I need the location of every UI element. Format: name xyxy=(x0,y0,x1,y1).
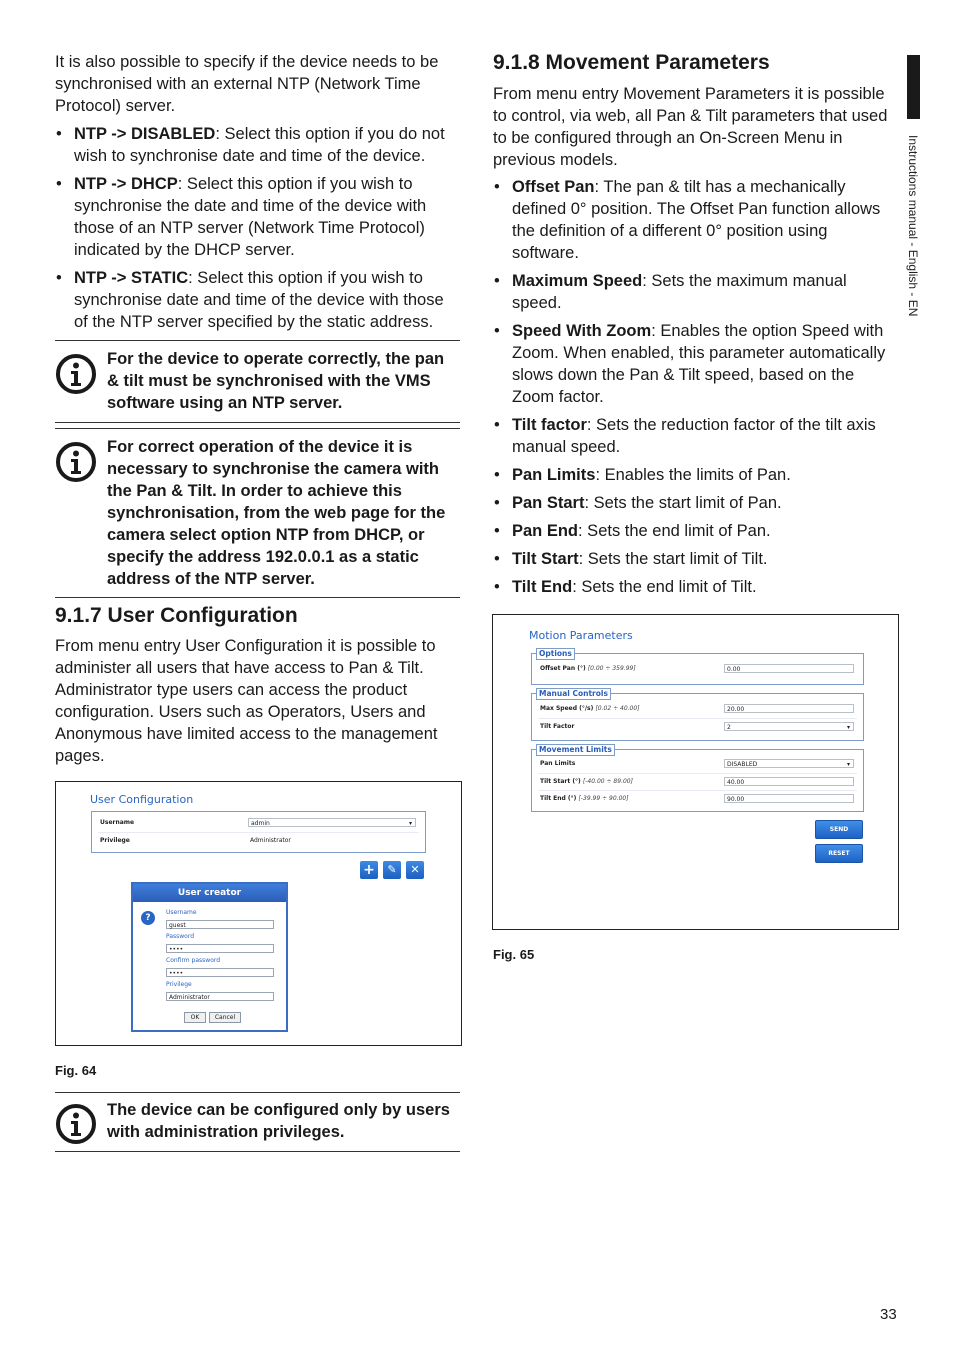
dialog-username-input[interactable]: guest xyxy=(166,920,274,929)
list-item: • NTP -> STATIC: Select this option if you wish to synchronise date and time of the device with those of the NTP server specified by the static address. xyxy=(55,267,460,333)
username-row xyxy=(98,815,419,831)
note-text: For correct operation of the device it is necessary to synchronise the camera with the Pan & Tilt. In order to achieve this synchronisation, from the web page for the camera select option NTP from DHCP, or specify the address 192.0.0.1 as a static address of the NTP server. xyxy=(107,438,446,588)
movement-limits-fieldset xyxy=(531,745,864,812)
ntp-intro: It is also possible to specify if the device needs to be synchronised with an external NTP (Network Time Protocol) server. xyxy=(55,53,439,115)
dialog-privilege-select[interactable]: Administrator xyxy=(166,992,274,1001)
options-fieldset xyxy=(531,649,864,685)
dialog-confirm-input[interactable]: •••• xyxy=(166,968,274,977)
add-user-button[interactable]: + xyxy=(360,861,378,879)
tilt-start-label: Tilt Start (°) [-40.00 ÷ 89.00] xyxy=(540,778,633,785)
list-item: • Speed With Zoom: Enables the option Speed with Zoom. When enabled, this parameter automatically slows down the Pan & Tilt speed, based on the Zoom factor. xyxy=(493,320,898,408)
tilt-factor-row xyxy=(538,718,857,735)
dialog-password-label: Password xyxy=(166,933,195,940)
max-speed-row xyxy=(538,701,857,717)
tilt-factor-select[interactable]: 2 ▾ xyxy=(724,722,854,731)
info-icon xyxy=(55,353,97,395)
tilt-start-input[interactable]: 40.00 xyxy=(724,777,854,786)
movement-paragraph: From menu entry Movement Parameters it is possible to control, via web, all Pan & Tilt parameters that used to be configured through an On-Screen Menu in previous models. xyxy=(493,85,888,169)
tilt-start-row xyxy=(538,773,857,790)
list-item: • Tilt Start: Sets the start limit of Tilt. xyxy=(493,548,898,570)
options-legend: Options xyxy=(536,648,575,660)
note-admin-privileges xyxy=(55,1092,460,1152)
list-item: • Pan Start: Sets the start limit of Pan. xyxy=(493,492,898,514)
list-item: • NTP -> DISABLED: Select this option if you do not wish to synchronise date and time of the device. xyxy=(55,123,460,167)
movement-options-list xyxy=(493,176,898,604)
side-tab-label: Instructions manual - English - EN xyxy=(906,135,920,317)
note-camera-sync xyxy=(55,428,460,598)
dialog-cancel-button[interactable]: Cancel xyxy=(209,1012,241,1023)
dialog-title: User creator xyxy=(133,884,286,902)
dialog-privilege-label: Privilege xyxy=(166,981,192,988)
privilege-row xyxy=(98,832,419,849)
dialog-confirm-label: Confirm password xyxy=(166,957,221,964)
list-item: • Offset Pan: The pan & tilt has a mechanically defined 0° position. The Offset Pan function allows the definition of a different 0° position using software. xyxy=(493,176,898,264)
list-item: • NTP -> DHCP: Select this option if you wish to synchronise the date and time of the device with those of an NTP server (Network Time Protocol) indicated by the DHCP server. xyxy=(55,173,460,261)
user-creator-dialog xyxy=(131,882,288,1032)
privilege-label: Privilege xyxy=(100,837,130,844)
list-item: • Pan End: Sets the end limit of Pan. xyxy=(493,520,898,542)
tilt-end-input[interactable]: 90.00 xyxy=(724,794,854,803)
info-icon xyxy=(55,441,97,483)
dialog-ok-button[interactable]: OK xyxy=(184,1012,206,1023)
info-icon xyxy=(55,1103,97,1145)
movement-limits-legend: Movement Limits xyxy=(536,744,615,756)
tilt-end-label: Tilt End (°) [-39.99 ÷ 90.00] xyxy=(540,795,629,802)
page-number: 33 xyxy=(880,1306,897,1323)
list-item: • Tilt End: Sets the end limit of Tilt. xyxy=(493,576,898,598)
delete-user-button[interactable]: ✕ xyxy=(406,861,424,879)
figure-caption-65: Fig. 65 xyxy=(493,947,535,962)
user-config-paragraph: From menu entry User Configuration it is possible to administer all users that have access to Pan & Tilt. Administrator type users can access the product configuration. Users such as Operators, Users and Anonymous have limited access to the management pages. xyxy=(55,637,438,765)
ntp-options-list xyxy=(55,123,460,339)
offset-pan-row xyxy=(538,661,857,677)
tilt-factor-label: Tilt Factor xyxy=(540,723,575,730)
edit-user-button[interactable]: ✎ xyxy=(383,861,401,879)
pan-limits-select[interactable]: DISABLED ▾ xyxy=(724,759,854,768)
username-select[interactable]: admin ▾ xyxy=(248,818,416,827)
note-ntp-sync xyxy=(55,340,460,423)
section-heading-user-config: 9.1.7 User Configuration xyxy=(55,604,298,627)
ui-panel-title: User Configuration xyxy=(90,793,194,806)
figure-user-configuration xyxy=(55,781,462,1046)
offset-pan-label: Offset Pan (°) [0.00 ÷ 359.99] xyxy=(540,665,636,672)
note-text: The device can be configured only by users with administration privileges. xyxy=(107,1101,450,1141)
offset-pan-input[interactable]: 0.00 xyxy=(724,664,854,673)
username-label: Username xyxy=(100,819,135,826)
dialog-username-label: Username xyxy=(166,909,197,916)
section-heading-movement-parameters: 9.1.8 Movement Parameters xyxy=(493,51,770,74)
dialog-password-input[interactable]: •••• xyxy=(166,944,274,953)
note-text: For the device to operate correctly, the pan & tilt must be synchronised with the VMS software using an NTP server. xyxy=(107,350,445,412)
help-icon: ? xyxy=(141,911,155,925)
side-tab-bar xyxy=(907,55,920,119)
list-item: • Tilt factor: Sets the reduction factor of the tilt axis manual speed. xyxy=(493,414,898,458)
pan-limits-row xyxy=(538,756,857,772)
privilege-value: Administrator xyxy=(250,837,291,844)
list-item: • Pan Limits: Enables the limits of Pan. xyxy=(493,464,898,486)
reset-button[interactable]: RESET xyxy=(815,844,863,863)
send-button[interactable]: SEND xyxy=(815,820,863,839)
list-item: • Maximum Speed: Sets the maximum manual speed. xyxy=(493,270,898,314)
max-speed-input[interactable]: 20.00 xyxy=(724,704,854,713)
pan-limits-label: Pan Limits xyxy=(540,760,576,767)
tilt-end-row xyxy=(538,790,857,807)
figure-motion-parameters xyxy=(492,614,899,930)
figure-caption-64: Fig. 64 xyxy=(55,1063,97,1078)
max-speed-label: Max Speed (°/s) [0.02 ÷ 40.00] xyxy=(540,705,640,712)
manual-controls-legend: Manual Controls xyxy=(536,688,611,700)
ui-panel-title: Motion Parameters xyxy=(529,629,633,642)
user-fieldset xyxy=(91,811,426,853)
manual-controls-fieldset xyxy=(531,689,864,741)
